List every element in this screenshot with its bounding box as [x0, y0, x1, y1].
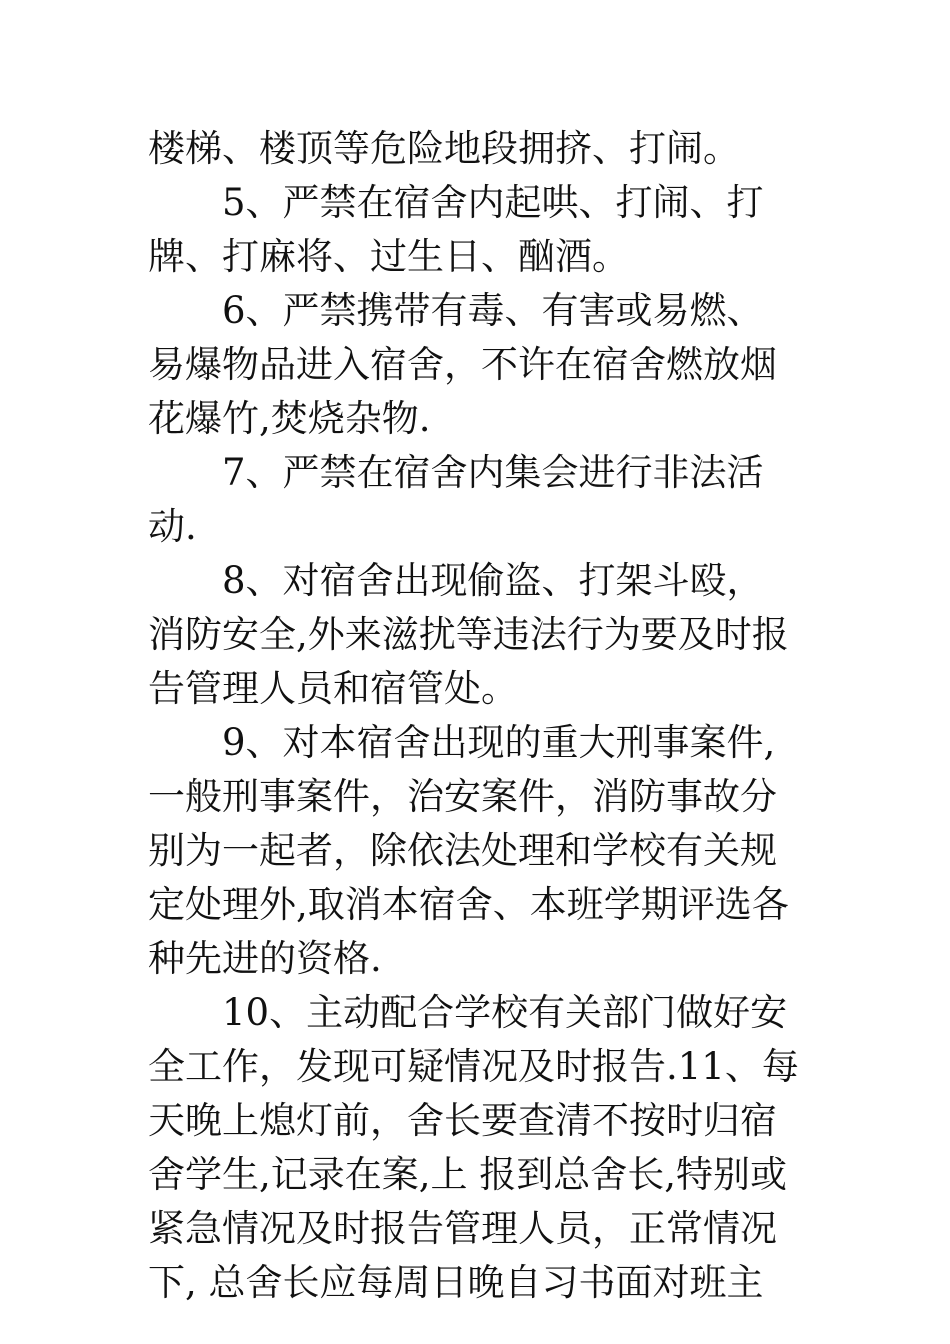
- text-line: 种先进的资格.: [148, 937, 382, 980]
- text-line: 告管理人员和宿管处。: [148, 667, 518, 710]
- text-line: 舍学生,记录在案,上 报到总舍长,特别或: [148, 1153, 788, 1196]
- text-line: 别为一起者，除依法处理和学校有关规: [148, 829, 777, 872]
- text-line-item-5: 5、严禁在宿舍内起哄、打闹、打: [222, 181, 764, 224]
- text-line: 动.: [148, 505, 197, 548]
- text-line: 全工作，发现可疑情况及时报告.11、每: [148, 1045, 799, 1088]
- text-line: 天晚上熄灯前，舍长要查清不按时归宿: [148, 1099, 777, 1142]
- text-line-item-8: 8、对宿舍出现偷盗、打架斗殴，: [222, 559, 764, 602]
- text-line: 花爆竹,焚烧杂物.: [148, 397, 431, 440]
- text-line-item-6: 6、严禁携带有毒、有害或易燃、: [222, 289, 764, 332]
- text-line: 一般刑事案件，治安案件，消防事故分: [148, 775, 777, 818]
- document-body: [148, 122, 808, 1310]
- text-line-item-10: 10、主动配合学校有关部门做好安: [222, 991, 788, 1034]
- text-line: 下, 总舍长应每周日晚自习书面对班主: [148, 1261, 764, 1304]
- text-line: 紧急情况及时报告管理人员，正常情况: [148, 1207, 777, 1250]
- text-line: 楼梯、楼顶等危险地段拥挤、打闹。: [148, 127, 740, 170]
- text-line: 消防安全,外来滋扰等违法行为要及时报: [148, 613, 789, 656]
- text-line-item-9: 9、对本宿舍出现的重大刑事案件,: [222, 721, 776, 764]
- text-line: 易爆物品进入宿舍，不许在宿舍燃放烟: [148, 343, 777, 386]
- text-line-item-7: 7、严禁在宿舍内集会进行非法活: [222, 451, 764, 494]
- text-line: 牌、打麻将、过生日、酗酒。: [148, 235, 629, 278]
- text-line: 定处理外,取消本宿舍、本班学期评选各: [148, 883, 789, 926]
